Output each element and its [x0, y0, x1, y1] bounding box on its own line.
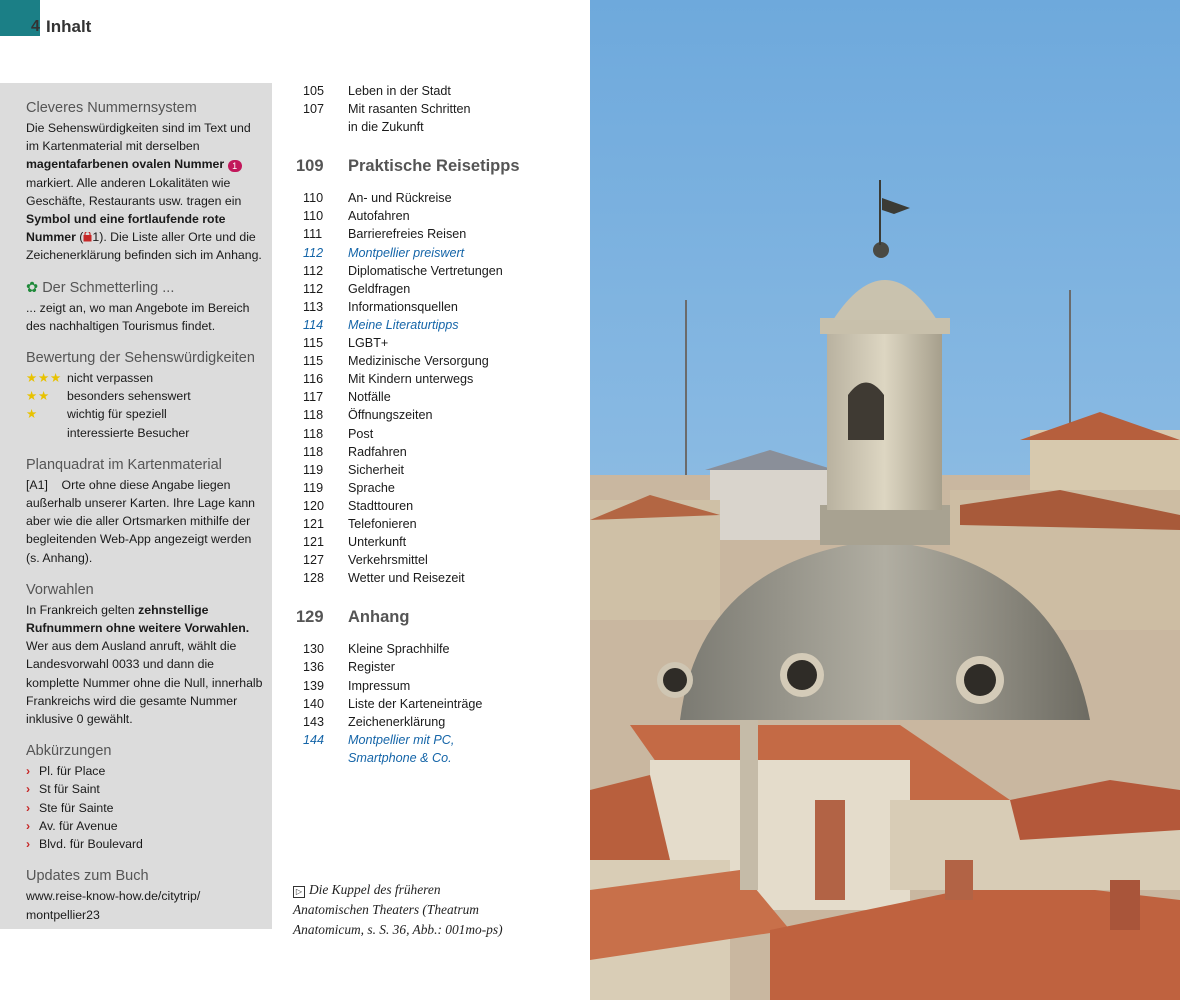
toc-row[interactable]: 115 Medizinische Versorgung	[303, 354, 489, 369]
toc-row[interactable]: 143 Zeichenerklärung	[303, 714, 446, 729]
star-icon: ★★★	[26, 371, 63, 386]
toc-row[interactable]: 112 Diplomatische Vertretungen	[303, 263, 503, 278]
toc-row[interactable]: 121 Unterkunft	[303, 535, 407, 550]
toc-row[interactable]: 139 Impressum	[303, 678, 411, 693]
table-of-contents	[296, 82, 566, 767]
toc-row[interactable]: 118 Öffnungszeiten	[303, 408, 433, 423]
toc-row[interactable]: 120 Stadttouren	[303, 498, 414, 513]
toc-row-highlight[interactable]: 114 Meine Literaturtipps	[303, 317, 459, 332]
numbering-text: Die Sehenswürdigkeiten sind im Text und im Kartenmaterial mit derselben magentafarbenen ovalen Nummer 1 markiert. Alle anderen Lokalitäten wie Geschäfte, Restaurants usw. tragen ein Symbol und eine fortlaufende rote Nummer ( 1). Die Liste aller Orte und die Zeichenerklärung befinden sich im Anhang.	[26, 121, 262, 263]
butterfly-title: ✿ Der Schmetterling ...	[26, 279, 175, 296]
dome-photo	[590, 0, 1180, 1000]
abbreviation-item: › St für Saint	[26, 780, 266, 798]
chevron-right-icon: ›	[26, 837, 31, 852]
star-icon: ★	[26, 407, 39, 422]
toc-section-heading[interactable]: 109 Praktische Reisetipps	[296, 157, 520, 176]
abbreviations-title: Abkürzungen	[26, 743, 112, 760]
butterfly-text: ... zeigt an, wo man Angebote im Bereich des nachhaltigen Tourismus findet.	[26, 300, 250, 333]
abbreviation-item: › Av. für Avenue	[26, 817, 266, 835]
toc-row[interactable]: 105 Leben in der Stadt	[303, 84, 451, 98]
rating-row: ★★ besonders sehenswert	[26, 387, 266, 405]
photo-caption: ▷ Die Kuppel des früheren Anatomischen Theaters (Theatrum Anatomicum, s. S. 36, Abb.: 001mo-ps)	[293, 882, 503, 937]
toc-row[interactable]: 127 Verkehrsmittel	[303, 553, 428, 568]
chevron-right-icon: ›	[26, 764, 31, 779]
toc-row[interactable]: 112 Geldfragen	[303, 281, 411, 296]
chevron-right-icon: ›	[26, 818, 31, 833]
toc-row[interactable]: 136 Register	[303, 660, 395, 675]
updates-link-cont[interactable]: montpellier23	[26, 907, 100, 922]
grid-title: Planquadrat im Kartenmaterial	[26, 456, 222, 473]
rating-row: ★★★ nicht verpassen	[26, 369, 266, 387]
page-title: Inhalt	[46, 17, 92, 36]
grid-text: [A1] Orte ohne diese Angabe liegen außerhalb unserer Karten. Ihre Lage kann aber wie die aller Ortsmarken mithilfe der begleitenden Web-App angezeigt werden (s. Anhang).	[26, 477, 256, 565]
toc-row-highlight[interactable]: Smartphone & Co.	[348, 750, 452, 765]
updates-title: Updates zum Buch	[26, 868, 149, 885]
chevron-right-icon: ›	[26, 800, 31, 815]
toc-row[interactable]: 113 Informationsquellen	[303, 299, 458, 314]
toc-row[interactable]: 111 Barrierefreies Reisen	[303, 227, 467, 242]
toc-row[interactable]: 140 Liste der Karteneinträge	[303, 696, 483, 711]
updates-link[interactable]: www.reise-know-how.de/citytrip/	[26, 889, 201, 904]
magenta-number-badge: 1	[228, 160, 242, 172]
toc-row[interactable]: 121 Telefonieren	[303, 516, 417, 531]
toc-row[interactable]: 107 Mit rasanten Schritten	[303, 102, 471, 117]
toc-row[interactable]: in die Zukunft	[348, 120, 424, 135]
toc-row[interactable]: 117 Notfälle	[303, 390, 391, 405]
abbreviation-item: › Ste für Sainte	[26, 799, 266, 817]
rating-row: ★ wichtig für speziell	[26, 405, 266, 423]
abbreviation-item: › Pl. für Place	[26, 762, 266, 780]
page-number: 4	[31, 18, 40, 35]
toc-row[interactable]: 110 Autofahren	[303, 209, 410, 224]
toc-row[interactable]: 119 Sprache	[303, 480, 395, 495]
toc-row[interactable]: 128 Wetter und Reisezeit	[303, 571, 465, 586]
rating-continuation: interessierte Besucher	[67, 425, 190, 440]
toc-section-heading[interactable]: 129 Anhang	[296, 608, 410, 627]
chevron-right-icon: ›	[26, 782, 31, 797]
toc-row[interactable]: 115 LGBT+	[303, 336, 389, 351]
rating-title: Bewertung der Sehenswürdigkeiten	[26, 350, 255, 367]
toc-row[interactable]: 118 Radfahren	[303, 444, 407, 459]
dialing-title: Vorwahlen	[26, 581, 94, 598]
butterfly-icon: ✿	[26, 279, 39, 296]
toc-row-highlight[interactable]: 144 Montpellier mit PC,	[303, 732, 455, 747]
toc-row[interactable]: 130 Kleine Sprachhilfe	[303, 642, 450, 657]
toc-row[interactable]: 110 An- und Rückreise	[303, 191, 452, 206]
info-box	[0, 83, 272, 929]
toc-row-highlight[interactable]: 112 Montpellier preiswert	[303, 245, 465, 260]
dialing-text: In Frankreich gelten zehnstellige Rufnummern ohne weitere Vorwahlen. Wer aus dem Ausland anruft, wählt die Landesvorwahl 0033 und dann die komplette Nummer ohne die Null, innerhalb Frankreichs wird die gesamte Nummer inklusive 0 gewählt.	[26, 602, 263, 727]
toc-row[interactable]: 118 Post	[303, 426, 374, 441]
star-icon: ★★	[26, 389, 51, 404]
numbering-title: Cleveres Nummernsystem	[26, 100, 197, 116]
caption-arrow-icon: ▷	[293, 886, 305, 898]
toc-row[interactable]: 119 Sicherheit	[303, 462, 405, 477]
toc-row[interactable]: 116 Mit Kindern unterwegs	[303, 372, 474, 387]
abbreviation-item: › Blvd. für Boulevard	[26, 835, 266, 853]
